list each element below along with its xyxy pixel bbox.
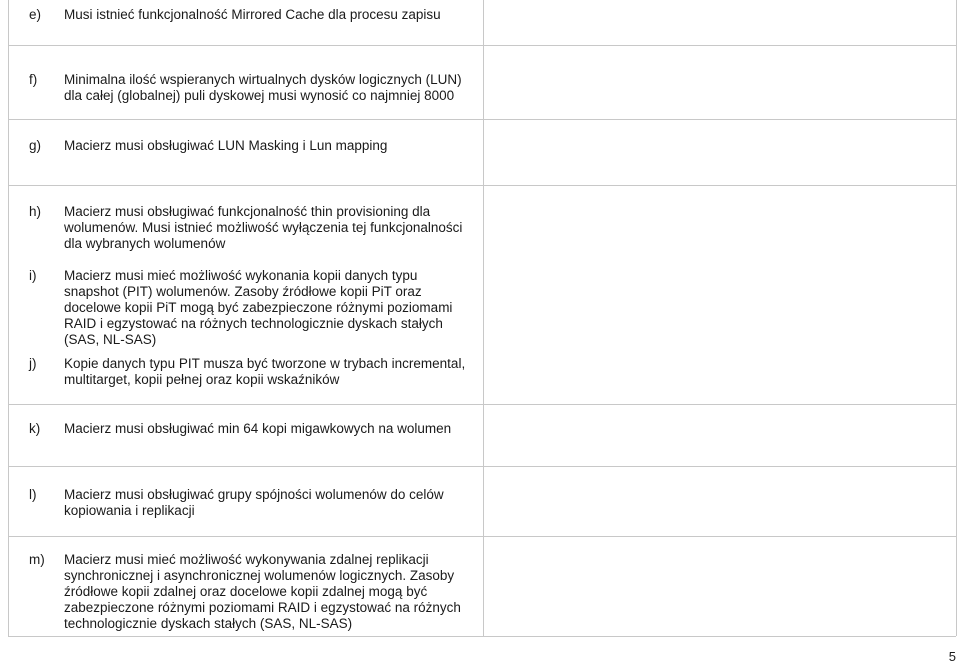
table-border-left (8, 0, 9, 636)
row-divider (8, 466, 956, 467)
table-border-bottom (8, 636, 956, 637)
row-divider (8, 45, 956, 46)
requirement-letter: f) (29, 72, 38, 87)
requirement-letter: l) (29, 487, 37, 502)
requirement-letter: m) (29, 552, 45, 567)
requirement-letter: j) (29, 356, 37, 371)
requirement-text: Minimalna ilość wspieranych wirtualnych dysków logicznych (LUN) dla całej (globalnej) puli dyskowej musi wynosić co najmniej 8000 (64, 72, 462, 103)
requirement-text: Macierz musi obsługiwać grupy spójności wolumenów do celów kopiowania i replikacji (64, 487, 444, 518)
requirement-letter: e) (29, 7, 42, 22)
requirement-text: Kopie danych typu PIT musza być tworzone w trybach incremental, multitarget, kopii pełnej oraz kopii wskaźników (64, 356, 466, 387)
requirement-text: Macierz musi obsługiwać LUN Masking i Lun mapping (64, 138, 388, 153)
requirement-letter: g) (29, 138, 42, 153)
requirement-text: Macierz musi obsługiwać funkcjonalność thin provisioning dla wolumenów. Musi istnieć możliwość wyłączenia tej funkcjonalności dla wybranych wolumenów (64, 204, 463, 251)
row-divider (8, 119, 956, 120)
row-divider (8, 404, 956, 405)
requirement-letter: k) (29, 421, 41, 436)
requirement-letter: i) (29, 268, 37, 283)
requirement-text: Macierz musi obsługiwać min 64 kopi migawkowych na wolumen (64, 421, 452, 436)
table-column-divider (483, 0, 484, 636)
requirement-text: Musi istnieć funkcjonalność Mirrored Cache dla procesu zapisu (64, 7, 441, 22)
row-divider (8, 185, 956, 186)
table-border-right (956, 0, 957, 636)
requirement-text: Macierz musi mieć możliwość wykonania kopii danych typu snapshot (PIT) wolumenów. Zasoby źródłowe kopii PiT oraz docelowe kopii PiT mogą być zabezpieczone różnymi poziomami RAID i egzystować na różnych technologicznie dyskach stałych (SAS, NL-SAS) (64, 268, 453, 347)
row-divider (8, 536, 956, 537)
page-number: 5 (948, 649, 956, 664)
requirement-text: Macierz musi mieć możliwość wykonywania zdalnej replikacji synchronicznej i asynchronicznej wolumenów logicznych. Zasoby źródłowe kopii zdalnej oraz docelowe kopii zdalnej mogą być zabezpieczone różnymi poziomami RAID i egzystować na różnych technologicznie dyskach stałych (SAS, NL-SAS) (64, 552, 461, 631)
requirement-letter: h) (29, 204, 42, 219)
